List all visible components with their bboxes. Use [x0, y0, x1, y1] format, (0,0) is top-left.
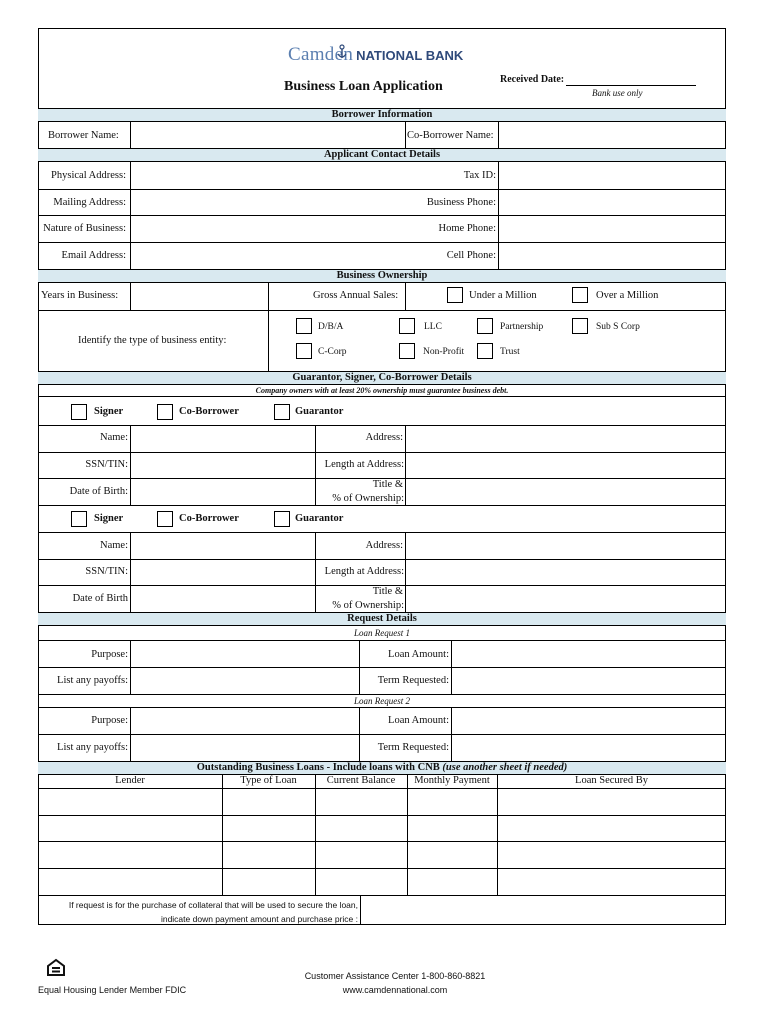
years-in-business-label: Years in Business: — [41, 290, 119, 301]
bank-use-only-note: Bank use only — [592, 88, 643, 98]
mailing-address-field[interactable] — [131, 190, 405, 214]
guarantor-checkbox-1[interactable] — [274, 404, 290, 420]
name-field-2[interactable] — [131, 533, 314, 558]
equal-housing-text: Equal Housing Lender Member FDIC — [38, 985, 187, 995]
dba-label: D/B/A — [318, 322, 344, 332]
term-field-1[interactable] — [452, 668, 725, 693]
co-borrower-checkbox-2[interactable] — [157, 511, 173, 527]
title-ownership-field-1[interactable] — [406, 479, 725, 504]
purpose-field-2[interactable] — [131, 709, 358, 733]
section-request-details: Request Details — [38, 612, 726, 626]
c-corp-label: C-Corp — [318, 347, 347, 357]
outstanding-loans-note: (use another sheet if needed) — [442, 762, 568, 773]
cell-phone-field[interactable] — [499, 243, 725, 268]
payoffs-label-1: List any payoffs: — [57, 675, 128, 686]
equal-housing-icon — [46, 958, 66, 976]
c-corp-checkbox[interactable] — [296, 343, 312, 359]
guarantor-label-2: Guarantor — [295, 513, 344, 524]
under-million-checkbox[interactable] — [447, 287, 463, 303]
sub-s-corp-label: Sub S Corp — [596, 322, 640, 332]
name-label-2: Name: — [100, 540, 128, 551]
signer-label-2: Signer — [94, 513, 124, 524]
payoffs-label-2: List any payoffs: — [57, 742, 128, 753]
guarantor-label-1: Guarantor — [295, 406, 344, 417]
page-title: Business Loan Application — [284, 79, 443, 94]
term-label-2: Term Requested: — [377, 742, 449, 753]
dob-label-1: Date of Birth: — [69, 486, 128, 497]
name-label-1: Name: — [100, 432, 128, 443]
co-borrower-label-1: Co-Borrower — [179, 406, 239, 417]
purpose-field-1[interactable] — [131, 642, 358, 666]
guarantor-checkbox-2[interactable] — [274, 511, 290, 527]
title-label-1a: Title & — [372, 479, 403, 490]
loan-amount-label-1: Loan Amount: — [388, 649, 449, 660]
logo-camden: Camden — [288, 44, 354, 65]
title-label-2b: % of Ownership: — [332, 600, 404, 611]
anchor-icon — [336, 44, 348, 60]
non-profit-checkbox[interactable] — [399, 343, 415, 359]
signer-checkbox-2[interactable] — [71, 511, 87, 527]
co-borrower-label-2: Co-Borrower — [179, 513, 239, 524]
address-field-2[interactable] — [406, 533, 725, 558]
bank-logo — [288, 44, 463, 66]
length-at-address-field-2[interactable] — [406, 560, 725, 584]
website-text: www.camdennational.com — [342, 985, 448, 995]
loan-amount-field-1[interactable] — [452, 642, 725, 666]
section-guarantor-details: Guarantor, Signer, Co-Borrower Details — [38, 371, 726, 385]
trust-checkbox[interactable] — [477, 343, 493, 359]
collateral-prompt — [40, 898, 358, 926]
name-field-1[interactable] — [131, 426, 314, 451]
section-borrower-information: Borrower Information — [38, 108, 726, 122]
business-phone-field[interactable] — [499, 190, 725, 214]
physical-address-field[interactable] — [131, 163, 405, 188]
purpose-label-2: Purpose: — [91, 715, 128, 726]
payoffs-field-1[interactable] — [131, 668, 358, 693]
outstanding-loans-table-body[interactable] — [39, 789, 725, 894]
length-at-address-field-1[interactable] — [406, 453, 725, 477]
col-lender: Lender — [115, 775, 145, 786]
title-ownership-field-2[interactable] — [406, 586, 725, 611]
tax-id-label: Tax ID: — [463, 170, 496, 181]
loan-request-2-heading: Loan Request 2 — [38, 694, 726, 708]
ssn-field-2[interactable] — [131, 560, 314, 584]
length-at-address-label-2: Length at Address: — [324, 566, 404, 577]
borrower-name-field[interactable] — [131, 123, 405, 147]
ssn-label-1: SSN/TIN: — [85, 459, 128, 470]
collateral-line-2: indicate down payment amount and purchase price : — [160, 914, 358, 924]
llc-label: LLC — [424, 322, 442, 332]
term-field-2[interactable] — [452, 735, 725, 760]
purpose-label-1: Purpose: — [91, 649, 128, 660]
mailing-address-label: Mailing Address: — [53, 197, 126, 208]
col-type-of-loan: Type of Loan — [240, 775, 297, 786]
address-label-1: Address: — [365, 432, 403, 443]
title-label-2a: Title & — [372, 586, 403, 597]
borrower-name-label: Borrower Name: — [48, 130, 119, 141]
llc-checkbox[interactable] — [399, 318, 415, 334]
term-label-1: Term Requested: — [377, 675, 449, 686]
outstanding-loans-title: Outstanding Business Loans - Include loans with CNB — [196, 762, 440, 773]
home-phone-label: Home Phone: — [438, 223, 496, 234]
title-label-1b: % of Ownership: — [332, 493, 404, 504]
signer-label-1: Signer — [94, 406, 124, 417]
dob-field-2[interactable] — [131, 586, 314, 611]
collateral-line-1: If request is for the purchase of collateral that will be used to secure the loan, — [68, 900, 358, 910]
co-borrower-name-field[interactable] — [499, 123, 725, 147]
sub-s-corp-checkbox[interactable] — [572, 318, 588, 334]
section-outstanding-loans — [38, 761, 726, 775]
gross-annual-sales-label: Gross Annual Sales: — [313, 290, 399, 301]
loan-amount-label-2: Loan Amount: — [388, 715, 449, 726]
length-at-address-label-1: Length at Address: — [324, 459, 404, 470]
cell-phone-label: Cell Phone: — [446, 250, 496, 261]
ssn-label-2: SSN/TIN: — [85, 566, 128, 577]
over-million-label: Over a Million — [596, 290, 659, 301]
non-profit-label: Non-Profit — [423, 347, 465, 357]
received-date-label: Received Date: — [500, 74, 565, 85]
business-phone-label: Business Phone: — [426, 197, 496, 208]
ssn-field-1[interactable] — [131, 453, 314, 477]
dob-label-2: Date of Birth — [72, 593, 128, 604]
email-address-label: Email Address: — [61, 250, 126, 261]
home-phone-field[interactable] — [499, 216, 725, 241]
section-applicant-contact: Applicant Contact Details — [38, 148, 726, 162]
col-loan-secured-by: Loan Secured By — [575, 775, 648, 786]
nature-of-business-field[interactable] — [131, 216, 405, 241]
tax-id-field[interactable] — [499, 163, 725, 188]
physical-address-label: Physical Address: — [51, 170, 126, 181]
address-label-2: Address: — [365, 540, 403, 551]
received-date-field[interactable] — [566, 85, 696, 86]
signer-checkbox-1[interactable] — [71, 404, 87, 420]
address-field-1[interactable] — [406, 426, 725, 451]
loan-request-1-heading: Loan Request 1 — [38, 626, 726, 641]
under-million-label: Under a Million — [469, 290, 537, 301]
section-business-ownership: Business Ownership — [38, 269, 726, 283]
customer-center-text: Customer Assistance Center 1-800-860-8821 — [304, 971, 486, 981]
co-borrower-checkbox-1[interactable] — [157, 404, 173, 420]
nature-of-business-label: Nature of Business: — [43, 223, 126, 234]
payoffs-field-2[interactable] — [131, 735, 358, 760]
collateral-amount-field[interactable] — [361, 896, 725, 924]
email-address-field[interactable] — [131, 243, 405, 268]
logo-national-bank: NATIONAL BANK — [356, 48, 464, 63]
dba-checkbox[interactable] — [296, 318, 312, 334]
entity-type-prompt: Identify the type of business entity: — [78, 335, 227, 346]
col-monthly-payment: Monthly Payment — [414, 775, 490, 786]
co-borrower-name-label: Co-Borrower Name: — [407, 130, 494, 141]
over-million-checkbox[interactable] — [572, 287, 588, 303]
col-current-balance: Current Balance — [326, 775, 396, 786]
trust-label: Trust — [500, 347, 520, 357]
loan-amount-field-2[interactable] — [452, 709, 725, 733]
dob-field-1[interactable] — [131, 479, 314, 504]
partnership-label: Partnership — [500, 322, 544, 332]
guarantor-note: Company owners with at least 20% ownership must guarantee business debt. — [38, 385, 726, 397]
partnership-checkbox[interactable] — [477, 318, 493, 334]
years-in-business-field[interactable] — [131, 284, 268, 309]
